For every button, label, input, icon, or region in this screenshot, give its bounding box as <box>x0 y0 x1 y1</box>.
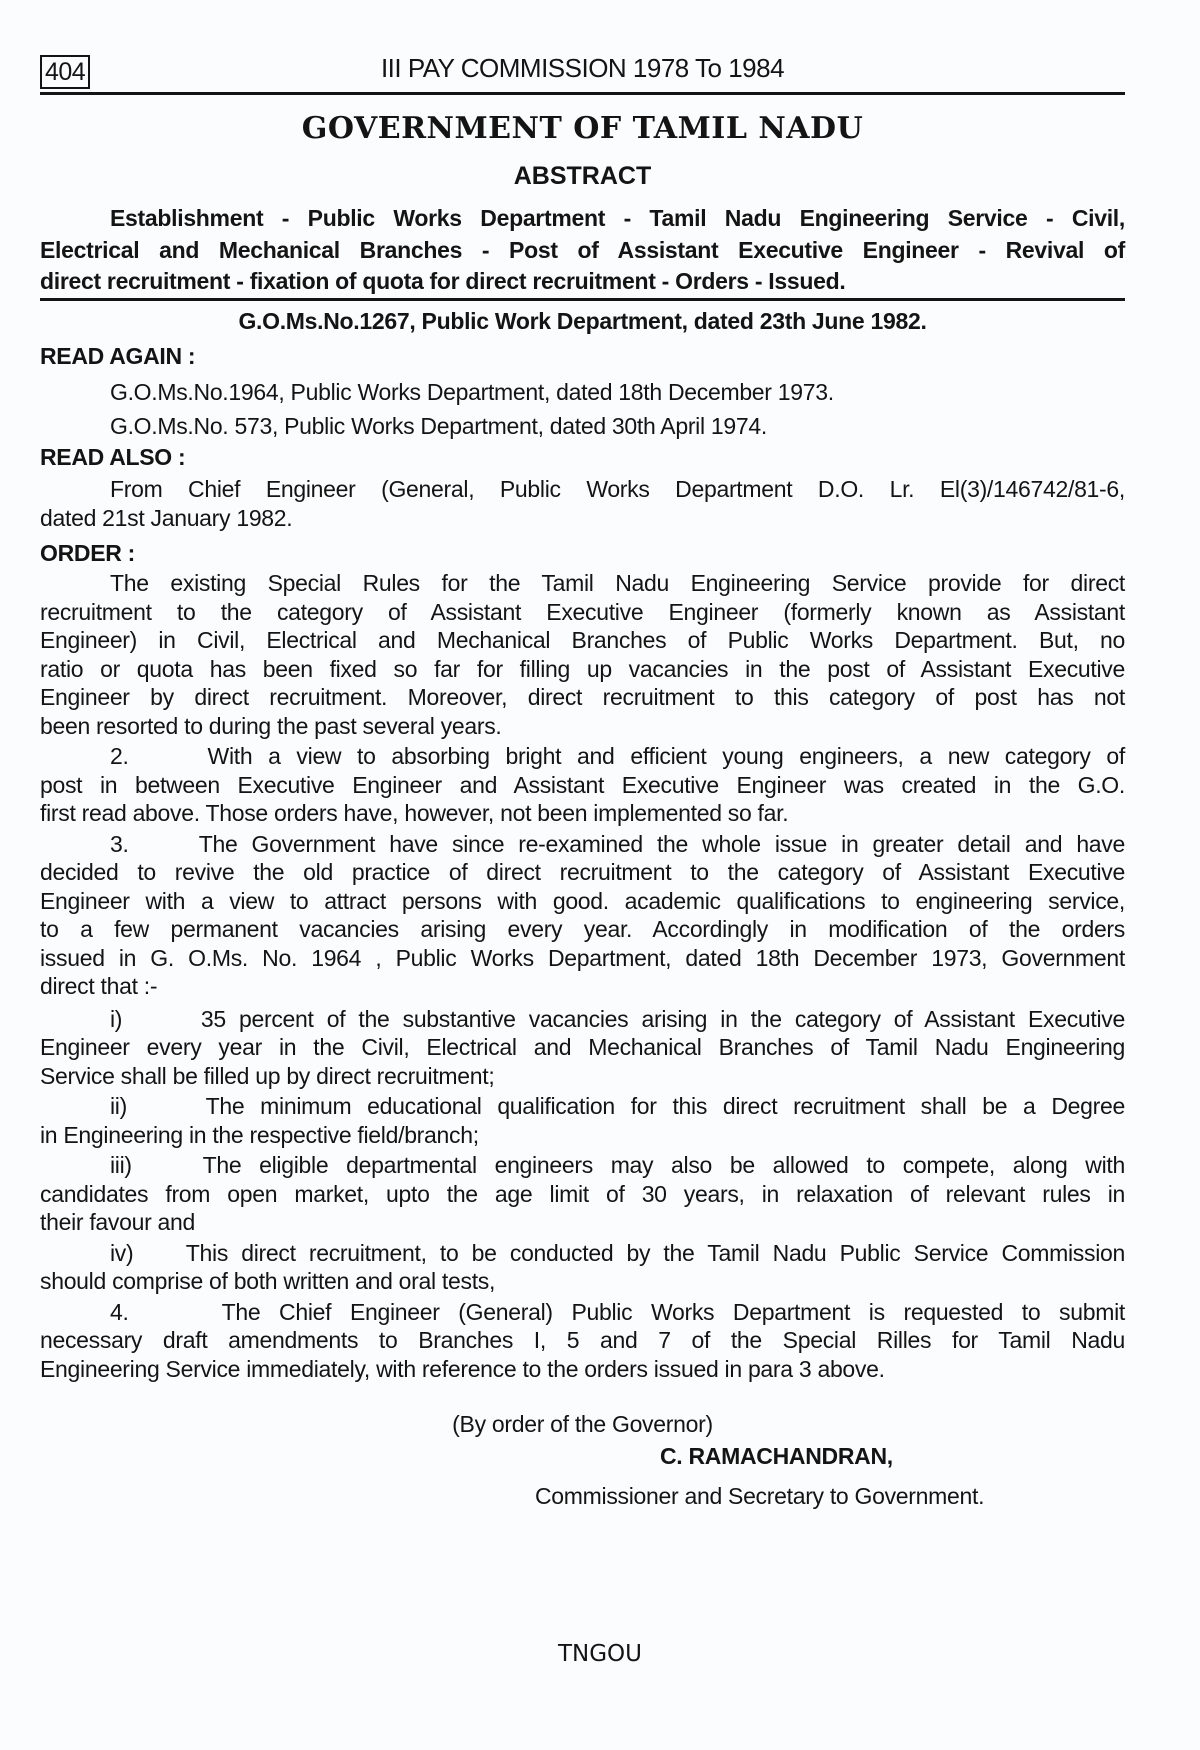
subject-line: Electrical and Mechanical Branches - Post of Assistant Executive Engineer - Revival of <box>40 236 1125 263</box>
read-again-section <box>40 340 1125 442</box>
paragraph-line: been resorted to during the past several years. <box>40 712 502 739</box>
document-page <box>40 0 1125 1750</box>
government-title: GOVERNMENT OF TAMIL NADU <box>301 111 864 146</box>
signatory-name: C. RAMACHANDRAN, <box>660 1443 893 1469</box>
order-section <box>40 537 1125 1383</box>
paragraph-line: first read above. Those orders have, however, not been implemented so far. <box>40 800 789 826</box>
clause-line: their favour and <box>40 1209 196 1235</box>
paragraph-line: 3. The Government have since re-examined the whole issue in greater detail and have <box>110 830 1125 857</box>
order-heading: ORDER : <box>40 540 136 566</box>
by-order-line: (By order of the Governor) <box>452 1411 713 1437</box>
paragraph-line: 4. The Chief Engineer (General) Public Works Department is requested to submit <box>110 1298 1125 1325</box>
order-paragraph-3 <box>40 830 1125 1001</box>
paragraph-line: ratio or quota has been fixed so far for filling up vacancies in the post of Assistant Executive <box>40 655 1125 682</box>
paragraph-line: decided to revive the old practice of direct recruitment to the category of Assistant Executive <box>40 859 1125 885</box>
subject-block <box>40 203 1125 298</box>
clause-line: candidates from open market, upto the age limit of 30 years, in relaxation of relevant rules in <box>40 1180 1125 1207</box>
paragraph-line: post in between Executive Engineer and Assistant Executive Engineer was created in the G.O. <box>40 771 1125 798</box>
reference-item: G.O.Ms.No.1964, Public Works Department, dated 18th December 1973. <box>110 379 834 405</box>
read-again-heading: READ AGAIN : <box>40 343 196 369</box>
reference-item: G.O.Ms.No. 573, Public Works Department, dated 30th April 1974. <box>110 413 767 439</box>
go-number: G.O.Ms.No.1267, Public Work Department, dated 23th June 1982. <box>238 308 927 334</box>
reference-line: dated 21st January 1982. <box>40 504 293 531</box>
clause-line: should comprise of both written and oral tests, <box>40 1268 496 1294</box>
running-header: III PAY COMMISSION 1978 To 1984 <box>380 53 785 83</box>
order-paragraph-1 <box>40 569 1125 740</box>
abstract-title: ABSTRACT <box>513 162 652 190</box>
clause-line: iv) This direct recruitment, to be conducted by the Tamil Nadu Public Service Commission <box>110 1239 1125 1266</box>
header-divider <box>40 92 1125 95</box>
clause-iv <box>40 1239 1125 1296</box>
paragraph-line: issued in G. O.Ms. No. 1964 , Public Works Department, dated 18th December 1973, Government <box>40 944 1125 971</box>
paragraph-line: Engineer) in Civil, Electrical and Mechanical Branches of Public Works Department. But, no <box>40 627 1125 653</box>
subject-divider <box>40 298 1125 301</box>
clause-line: Engineer every year in the Civil, Electrical and Mechanical Branches of Tamil Nadu Engineering <box>40 1034 1125 1060</box>
order-paragraph-4 <box>40 1298 1125 1384</box>
page-number: 404 <box>40 55 90 89</box>
clause-line: iii) The eligible departmental engineers may also be allowed to compete, along with <box>110 1152 1125 1178</box>
paragraph-line: Engineer with a view to attract persons with good. academic qualifications to engineering service, <box>40 887 1125 914</box>
paragraph-line: Engineering Service immediately, with reference to the orders issued in para 3 above. <box>40 1355 885 1382</box>
paragraph-line: direct that :- <box>40 973 158 999</box>
paragraph-line: The existing Special Rules for the Tamil Nadu Engineering Service provide for direct <box>110 570 1125 596</box>
clause-iii <box>40 1151 1125 1237</box>
paragraph-line: to a few permanent vacancies arising every year. Accordingly in modification of the orders <box>40 916 1125 942</box>
clause-line: in Engineering in the respective field/branch; <box>40 1121 479 1148</box>
signatory-designation: Commissioner and Secretary to Government. <box>535 1483 985 1509</box>
clause-i <box>40 1005 1125 1091</box>
clause-ii <box>40 1092 1125 1149</box>
footer-watermark: TNGOU <box>557 1641 642 1667</box>
paragraph-line: recruitment to the category of Assistant Executive Engineer (formerly known as Assistant <box>40 598 1125 625</box>
clause-line: ii) The minimum educational qualification for this direct recruitment shall be a Degree <box>110 1093 1125 1119</box>
paragraph-line: 2. With a view to absorbing bright and efficient young engineers, a new category of <box>110 743 1125 769</box>
reference-line: From Chief Engineer (General, Public Works Department D.O. Lr. El(3)/146742/81-6, <box>110 476 1125 502</box>
subject-line: direct recruitment - fixation of quota for direct recruitment - Orders - Issued. <box>40 268 846 294</box>
order-paragraph-2 <box>40 742 1125 828</box>
clause-line: Service shall be filled up by direct recruitment; <box>40 1062 495 1089</box>
paragraph-line: necessary draft amendments to Branches I, 5 and 7 of the Special Rilles for Tamil Nadu <box>40 1327 1125 1353</box>
read-also-section <box>40 441 1125 532</box>
subject-line: Establishment - Public Works Department - Tamil Nadu Engineering Service - Civil, <box>110 205 1125 231</box>
read-also-heading: READ ALSO : <box>40 444 186 470</box>
clause-line: i) 35 percent of the substantive vacancies arising in the category of Assistant Executive <box>110 1005 1125 1032</box>
paragraph-line: Engineer by direct recruitment. Moreover, direct recruitment to this category of post has not <box>40 684 1125 710</box>
